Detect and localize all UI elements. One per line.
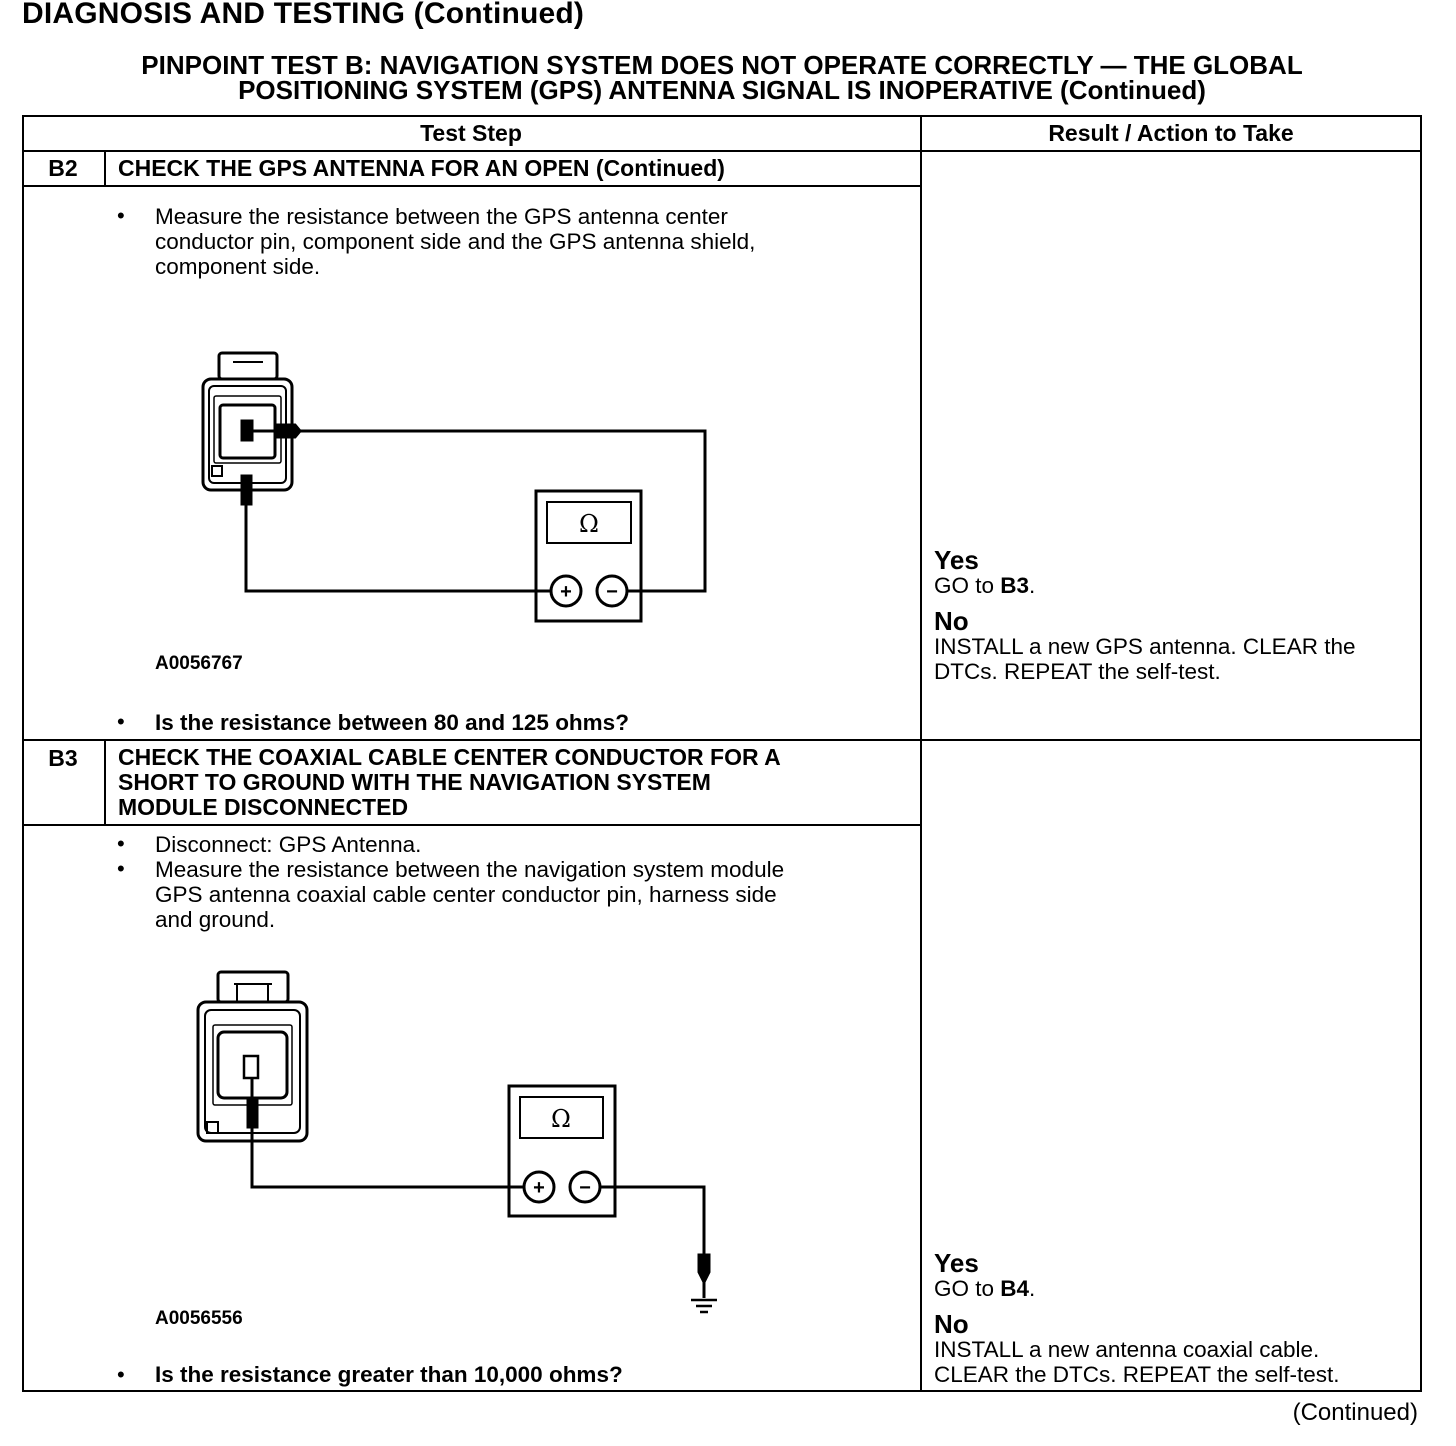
step-id-b2: B2 xyxy=(48,155,78,181)
b2-instruction-line-3: component side. xyxy=(155,254,321,279)
b2-yes-text: GO to B3. xyxy=(934,573,1036,598)
pinpoint-test-title-line-2: POSITIONING SYSTEM (GPS) ANTENNA SIGNAL IS INOPERATIVE (Continued) xyxy=(238,75,1206,105)
b3-figure-id: A0056556 xyxy=(155,1308,243,1329)
b3-no-line-2: CLEAR the DTCs. REPEAT the self-test. xyxy=(934,1362,1340,1387)
b2-meter-plus: + xyxy=(560,581,572,603)
b3-no-label: No xyxy=(934,1309,969,1339)
bullet-icon: • xyxy=(117,1362,125,1387)
step-title-b2: CHECK THE GPS ANTENNA FOR AN OPEN (Continued) xyxy=(118,155,725,181)
step-title-b3-line-1: CHECK THE COAXIAL CABLE CENTER CONDUCTOR FOR A xyxy=(118,744,781,770)
pinpoint-test-title-line-1: PINPOINT TEST B: NAVIGATION SYSTEM DOES NOT OPERATE CORRECTLY — THE GLOBAL xyxy=(141,50,1303,80)
step-title-b3-line-2: SHORT TO GROUND WITH THE NAVIGATION SYSTEM xyxy=(118,769,711,795)
b3-instruction-1: Disconnect: GPS Antenna. xyxy=(155,832,422,857)
b2-instruction-line-1: Measure the resistance between the GPS antenna center xyxy=(155,204,728,229)
b2-meter-minus: − xyxy=(606,581,618,603)
b2-no-line-2: DTCs. REPEAT the self-test. xyxy=(934,659,1221,684)
step-title-b3-line-3: MODULE DISCONNECTED xyxy=(118,794,409,820)
b2-no-label: No xyxy=(934,606,969,636)
b3-instruction-2-line-3: and ground. xyxy=(155,907,276,932)
b2-figure-id: A0056767 xyxy=(155,653,243,674)
b3-instruction-2-line-2: GPS antenna coaxial cable center conductor pin, harness side xyxy=(155,882,777,907)
b2-yes-target: B3 xyxy=(1000,573,1030,598)
ground-symbol-icon xyxy=(691,1300,717,1312)
continued-footer: (Continued) xyxy=(1292,1399,1418,1426)
b3-yes-target: B4 xyxy=(1000,1276,1030,1301)
b3-question: Is the resistance greater than 10,000 ohms? xyxy=(155,1362,623,1387)
b2-no-line-1: INSTALL a new GPS antenna. CLEAR the xyxy=(934,634,1356,659)
probe-tip-icon xyxy=(248,1099,257,1127)
bullet-icon: • xyxy=(117,831,125,856)
b3-yes-label: Yes xyxy=(934,1248,979,1278)
bullet-icon: • xyxy=(117,709,125,734)
b3-meter-plus: + xyxy=(533,1177,545,1199)
b3-meter-ohm-symbol: Ω xyxy=(551,1105,571,1133)
b3-meter-minus: − xyxy=(579,1177,591,1199)
b3-yes-text: GO to B4. xyxy=(934,1276,1036,1301)
bullet-icon: • xyxy=(117,856,125,881)
page-title: DIAGNOSIS AND TESTING (Continued) xyxy=(22,0,585,30)
b2-instruction-line-2: conductor pin, component side and the GPS antenna shield, xyxy=(155,229,756,254)
header-test-step: Test Step xyxy=(420,120,522,146)
b2-yes-label: Yes xyxy=(934,545,979,575)
ground-probe-icon xyxy=(699,1255,709,1282)
step-id-b3: B3 xyxy=(48,745,78,771)
b3-no-line-1: INSTALL a new antenna coaxial cable. xyxy=(934,1337,1320,1362)
center-pin-icon xyxy=(244,1056,258,1078)
bullet-icon: • xyxy=(117,203,125,228)
header-result-action: Result / Action to Take xyxy=(1048,120,1294,146)
b2-question: Is the resistance between 80 and 125 ohms? xyxy=(155,710,629,735)
b2-meter-ohm-symbol: Ω xyxy=(579,510,599,538)
b3-instruction-2-line-1: Measure the resistance between the navigation system module xyxy=(155,857,785,882)
